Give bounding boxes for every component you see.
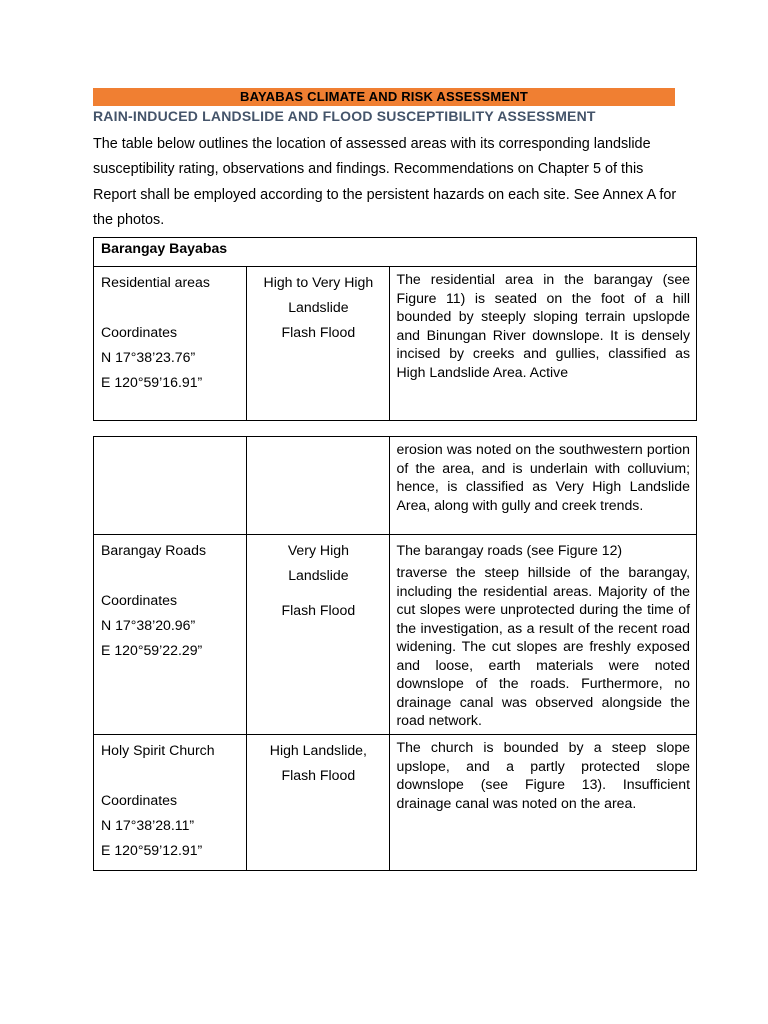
rating-cell <box>247 267 390 421</box>
table-row <box>94 267 697 421</box>
barangay-heading: Barangay Bayabas <box>94 238 697 267</box>
rating-line: Landslide <box>288 299 349 315</box>
longitude: E 120°59’22.29” <box>101 642 203 658</box>
location-cell <box>94 535 247 735</box>
findings-cell: The church is bounded by a steep slope upslope, and a partly protected slope downslope (see Figure 13). Insufficient drainage canal was noted on the area. <box>390 735 697 871</box>
report-banner: BAYABAS CLIMATE AND RISK ASSESSMENT <box>93 88 675 106</box>
table-heading-row <box>94 238 697 267</box>
table-row <box>94 437 697 535</box>
table-row <box>94 535 697 735</box>
intro-paragraph: The table below outlines the location of assessed areas with its corresponding landslide susceptibility rating, observations and findings. Recommendations on Chapter 5 of this Report shall be employed according to the persistent hazards on each site. See Annex A for the photos. <box>93 136 677 228</box>
location-cell <box>94 437 247 535</box>
longitude: E 120°59’16.91” <box>101 374 203 390</box>
findings-cell: The residential area in the barangay (see Figure 11) is seated on the foot of a hill bounded by steeply sloping terrain upslopde and Binungan River downslope. It is densely incised by creeks and gullies, classified as High Landslide Area. Active <box>390 267 697 421</box>
rating-line: Flash Flood <box>281 602 356 618</box>
latitude: N 17°38’23.76” <box>101 349 196 365</box>
rating-line: Landslide <box>288 567 349 583</box>
latitude: N 17°38’20.96” <box>101 617 196 633</box>
rating-cell <box>247 535 390 735</box>
rating-line: Flash Flood <box>281 767 356 783</box>
coordinates-label: Coordinates <box>101 324 177 340</box>
rating-cell <box>247 437 390 535</box>
findings-lead: The barangay roads (see Figure 12) <box>396 542 623 558</box>
section-title: RAIN-INDUCED LANDSLIDE AND FLOOD SUSCEPTIBILITY ASSESSMENT <box>93 108 596 124</box>
rating-line: High to Very High <box>263 274 374 290</box>
assessment-table-part-2 <box>93 436 697 871</box>
area-name: Barangay Roads <box>101 542 206 558</box>
rating-cell <box>247 735 390 871</box>
findings-cell <box>390 535 697 735</box>
area-name: Holy Spirit Church <box>101 742 215 758</box>
assessment-table-part-1 <box>93 237 697 421</box>
area-name: Residential areas <box>101 274 210 290</box>
findings-text: traverse the steep hillside of the barangay, including the residential areas. Majority of the cut slopes were unprotected during the time of the investigation, as a result of the recent road widening. The cut slopes are freshly exposed and loose, earth materials were noted downslope of the roads. Furthermore, no drainage canal was observed alongside the road network. <box>396 564 690 728</box>
location-cell <box>94 267 247 421</box>
location-cell <box>94 735 247 871</box>
coordinates-label: Coordinates <box>101 592 177 608</box>
rating-line: Flash Flood <box>281 324 356 340</box>
findings-cell: erosion was noted on the southwestern portion of the area, and is underlain with colluvium; hence, is classified as Very High Landslide Area, along with gully and creek trends. <box>390 437 697 535</box>
rating-line: High Landslide, <box>269 742 367 758</box>
longitude: E 120°59’12.91” <box>101 842 203 858</box>
rating-line: Very High <box>287 542 349 558</box>
latitude: N 17°38’28.11” <box>101 817 195 833</box>
coordinates-label: Coordinates <box>101 792 177 808</box>
table-row <box>94 735 697 871</box>
